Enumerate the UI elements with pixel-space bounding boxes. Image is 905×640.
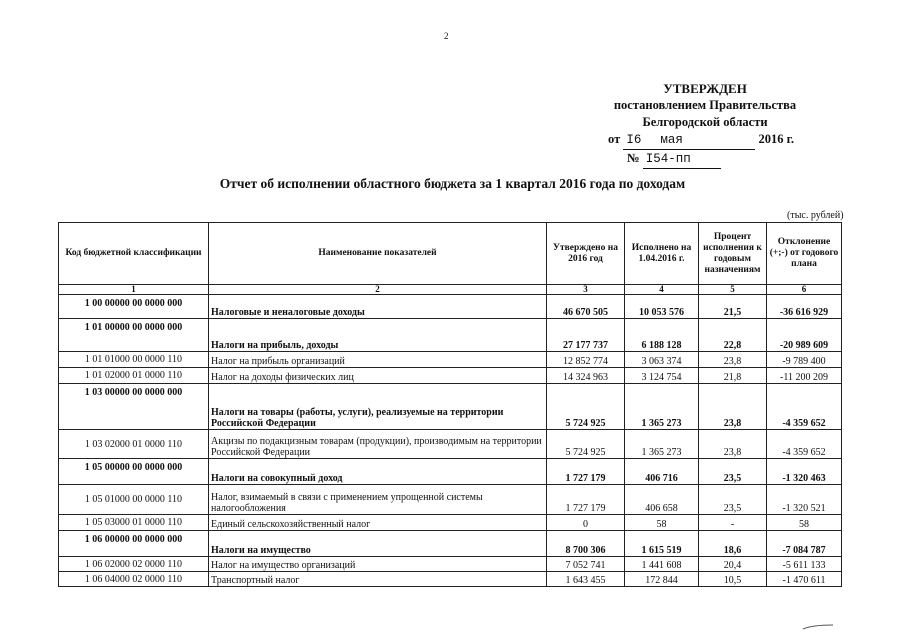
table-row xyxy=(59,557,842,572)
row-approved: 8 700 306 xyxy=(547,531,625,557)
table-row xyxy=(59,319,842,352)
table-row xyxy=(59,485,842,515)
row-approved: 46 670 505 xyxy=(547,295,625,319)
table-row xyxy=(59,515,842,531)
row-executed: 406 658 xyxy=(625,485,699,515)
row-deviation: -4 359 652 xyxy=(767,430,842,459)
row-name: Налог на прибыль организаций xyxy=(209,352,547,368)
row-code: 1 06 04000 02 0000 110 xyxy=(59,572,209,587)
row-deviation: -11 200 209 xyxy=(767,368,842,384)
row-deviation: -9 789 400 xyxy=(767,352,842,368)
row-name: Налог, взимаемый в связи с применением упрощенной системы налогообложения xyxy=(209,485,547,515)
header-percent: Процент исполнения к годовым назначениям xyxy=(699,223,767,285)
column-number-row xyxy=(59,285,842,295)
approval-block xyxy=(600,80,810,169)
row-executed: 1 615 519 xyxy=(625,531,699,557)
row-executed: 1 365 273 xyxy=(625,384,699,430)
row-executed: 172 844 xyxy=(625,572,699,587)
row-code: 1 05 03000 01 0000 110 xyxy=(59,515,209,531)
row-approved: 1 643 455 xyxy=(547,572,625,587)
row-executed: 3 124 754 xyxy=(625,368,699,384)
table-row xyxy=(59,430,842,459)
column-number: 3 xyxy=(547,285,625,295)
row-name: Акцизы по подакцизным товарам (продукции), производимым на территории Российской Федерации xyxy=(209,430,547,459)
row-code: 1 05 01000 00 0000 110 xyxy=(59,485,209,515)
row-approved: 12 852 774 xyxy=(547,352,625,368)
row-deviation: -20 989 609 xyxy=(767,319,842,352)
row-deviation: -1 320 521 xyxy=(767,485,842,515)
row-deviation: -36 616 929 xyxy=(767,295,842,319)
row-name: Налоги на прибыль, доходы xyxy=(209,319,547,352)
row-executed: 406 716 xyxy=(625,459,699,485)
signature-mark xyxy=(802,624,834,630)
row-deviation: -5 611 133 xyxy=(767,557,842,572)
header-executed: Исполнено на 1.04.2016 г. xyxy=(625,223,699,285)
row-approved: 27 177 737 xyxy=(547,319,625,352)
row-approved: 7 052 741 xyxy=(547,557,625,572)
page-number: 2 xyxy=(444,31,449,41)
row-approved: 1 727 179 xyxy=(547,485,625,515)
units-label: (тыс. рублей) xyxy=(787,210,844,221)
column-number: 6 xyxy=(767,285,842,295)
header-name: Наименование показателей xyxy=(209,223,547,285)
table-row xyxy=(59,352,842,368)
revenue-table xyxy=(58,222,842,587)
column-number: 1 xyxy=(59,285,209,295)
row-approved: 5 724 925 xyxy=(547,430,625,459)
table-row xyxy=(59,384,842,430)
row-percent: 18,6 xyxy=(699,531,767,557)
report-title: Отчет об исполнении областного бюджета за 1 квартал 2016 года по доходам xyxy=(219,176,686,191)
row-name: Налоги на совокупный доход xyxy=(209,459,547,485)
date-prefix: от xyxy=(608,132,621,146)
row-code: 1 01 02000 01 0000 110 xyxy=(59,368,209,384)
row-percent: 23,8 xyxy=(699,384,767,430)
row-approved: 14 324 963 xyxy=(547,368,625,384)
header-code: Код бюджетной классификации xyxy=(59,223,209,285)
approval-month: мая xyxy=(652,132,755,150)
row-percent: 23,8 xyxy=(699,430,767,459)
approval-number: I54-пп xyxy=(643,151,721,169)
row-code: 1 01 00000 00 0000 000 xyxy=(59,319,209,352)
row-percent: 20,4 xyxy=(699,557,767,572)
row-code: 1 03 00000 00 0000 000 xyxy=(59,384,209,430)
row-name: Налог на имущество организаций xyxy=(209,557,547,572)
row-code: 1 05 00000 00 0000 000 xyxy=(59,459,209,485)
header-deviation: Отклонение (+;-) от годового плана xyxy=(767,223,842,285)
row-code: 1 06 00000 00 0000 000 xyxy=(59,531,209,557)
approval-date-line xyxy=(600,131,810,150)
table-row xyxy=(59,295,842,319)
row-code: 1 03 02000 01 0000 110 xyxy=(59,430,209,459)
column-number: 2 xyxy=(209,285,547,295)
approval-day: I6 xyxy=(623,132,652,150)
column-number: 4 xyxy=(625,285,699,295)
row-name: Налог на доходы физических лиц xyxy=(209,368,547,384)
approval-line-1: постановлением Правительства xyxy=(613,98,797,112)
row-approved: 5 724 925 xyxy=(547,384,625,430)
table-row xyxy=(59,531,842,557)
row-percent: - xyxy=(699,515,767,531)
row-percent: 21,5 xyxy=(699,295,767,319)
row-deviation: -1 320 463 xyxy=(767,459,842,485)
row-executed: 58 xyxy=(625,515,699,531)
approval-line-2: Белгородской области xyxy=(642,115,768,129)
row-percent: 22,8 xyxy=(699,319,767,352)
approval-number-line xyxy=(600,150,810,169)
approval-year: 2016 г. xyxy=(758,132,795,146)
row-code: 1 01 01000 00 0000 110 xyxy=(59,352,209,368)
row-name: Единый сельскохозяйственный налог xyxy=(209,515,547,531)
row-approved: 1 727 179 xyxy=(547,459,625,485)
table-row xyxy=(59,368,842,384)
table-row xyxy=(59,572,842,587)
row-percent: 21,8 xyxy=(699,368,767,384)
row-executed: 1 441 608 xyxy=(625,557,699,572)
row-approved: 0 xyxy=(547,515,625,531)
row-name: Налоги на имущество xyxy=(209,531,547,557)
row-deviation: -7 084 787 xyxy=(767,531,842,557)
row-name: Транспортный налог xyxy=(209,572,547,587)
table-row xyxy=(59,459,842,485)
row-deviation: -4 359 652 xyxy=(767,384,842,430)
row-deviation: -1 470 611 xyxy=(767,572,842,587)
row-executed: 1 365 273 xyxy=(625,430,699,459)
row-executed: 6 188 128 xyxy=(625,319,699,352)
column-number: 5 xyxy=(699,285,767,295)
row-percent: 23,5 xyxy=(699,485,767,515)
approval-title: УТВЕРЖДЕН xyxy=(663,81,747,96)
row-executed: 3 063 374 xyxy=(625,352,699,368)
table-header-row xyxy=(59,223,842,285)
row-percent: 23,5 xyxy=(699,459,767,485)
header-approved: Утверждено на 2016 год xyxy=(547,223,625,285)
row-executed: 10 053 576 xyxy=(625,295,699,319)
row-code: 1 00 00000 00 0000 000 xyxy=(59,295,209,319)
row-code: 1 06 02000 02 0000 110 xyxy=(59,557,209,572)
row-name: Налоги на товары (работы, услуги), реализуемые на территории Российской Федерации xyxy=(209,384,547,430)
row-percent: 10,5 xyxy=(699,572,767,587)
row-deviation: 58 xyxy=(767,515,842,531)
row-name: Налоговые и неналоговые доходы xyxy=(209,295,547,319)
row-percent: 23,8 xyxy=(699,352,767,368)
number-prefix: № xyxy=(627,151,640,165)
